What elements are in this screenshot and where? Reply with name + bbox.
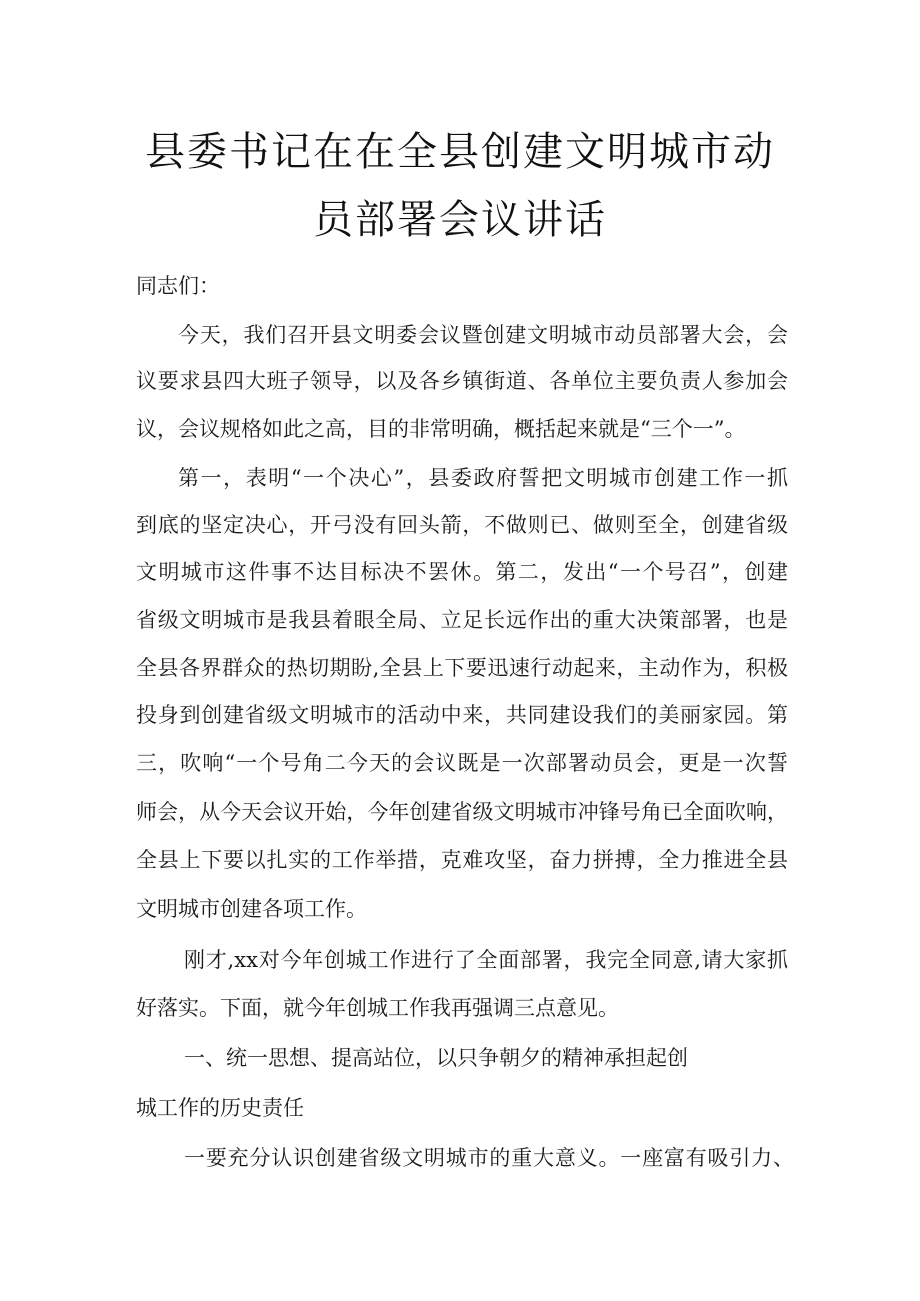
paragraph-2-line: 文明城市这件事不达目标决不罢休。第二，发出“一个号召”，创建 — [136, 560, 788, 584]
paragraph-2-line: 全县上下要以扎实的工作举措，克难攻坚，奋力拼搏，全力推进全县 — [136, 848, 788, 872]
document-title-line-2: 员部署会议讲话 — [313, 197, 607, 243]
paragraph-2-line: 省级文明城市是我县着眼全局、立足长远作出的重大决策部署，也是 — [136, 608, 788, 632]
paragraph-1-line: 今天，我们召开县文明委会议暨创建文明城市动员部署大会，会 — [178, 323, 788, 347]
paragraph-3-line: 刚才,xx对今年创城工作进行了全面部署，我完全同意,请大家抓 — [184, 948, 788, 972]
paragraph-3-line: 好落实。下面，就今年创城工作我再强调三点意见。 — [136, 996, 619, 1020]
document-title-line-1: 县委书记在在全县创建文明城市动 — [145, 129, 775, 175]
section-heading-1-line: 城工作的历史责任 — [136, 1096, 304, 1120]
salutation: 同志们： — [136, 274, 220, 298]
paragraph-2-line: 投身到创建省级文明城市的活动中来，共同建设我们的美丽家园。第 — [136, 703, 788, 727]
paragraph-1-line: 议，会议规格如此之高，目的非常明确，概括起来就是“三个一”。 — [136, 417, 746, 441]
paragraph-1-line: 议要求县四大班子领导，以及各乡镇街道、各单位主要负责人参加会 — [136, 369, 788, 393]
paragraph-2-line: 到底的坚定决心，开弓没有回头箭，不做则已、做则至全，创建省级 — [136, 513, 788, 537]
paragraph-2-line: 师会，从今天会议开始，今年创建省级文明城市冲锋号角已全面吹响， — [136, 800, 788, 824]
paragraph-2-line: 第一，表明“一个决心”，县委政府誓把文明城市创建工作一抓 — [178, 466, 788, 490]
section-heading-1-line: 一、统一思想、提高站位，以只争朝夕的精神承担起创 — [184, 1046, 688, 1070]
paragraph-4-line: 一要充分认识创建省级文明城市的重大意义。一座富有吸引力、 — [184, 1146, 794, 1170]
paragraph-2-line: 全县各界群众的热切期盼,全县上下要迅速行动起来，主动作为，积极 — [136, 656, 788, 680]
paragraph-2-line: 文明城市创建各项工作。 — [136, 897, 367, 921]
paragraph-2-line: 三，吹响“一个号角二今天的会议既是一次部署动员会，更是一次誓 — [136, 751, 788, 775]
